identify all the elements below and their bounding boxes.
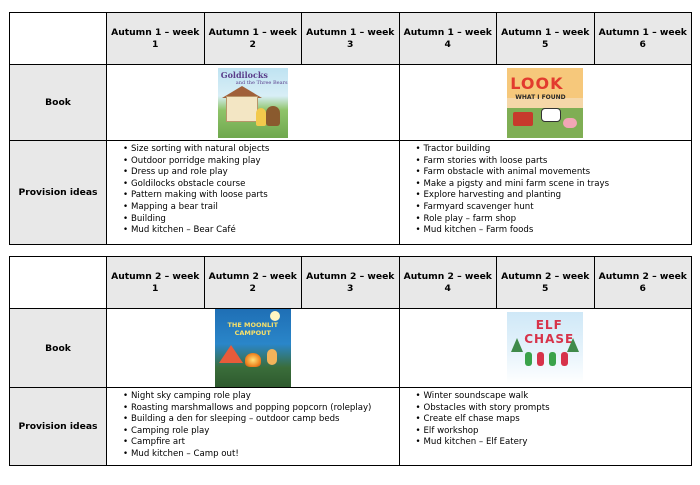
cover-title: Goldilocks [220,69,268,80]
week-header: Autumn 1 – week 2 [204,13,302,65]
row-label-provision: Provision ideas [10,388,107,466]
list-item: • Elf workshop [416,426,692,438]
campfire-shape [245,353,261,367]
list-item: • Farmyard scavenger hunt [416,202,692,214]
row-label-provision: Provision ideas [10,141,107,245]
book-cell [399,309,692,388]
list-item: • Mud kitchen – Farm foods [416,225,692,237]
provision-cell [399,141,692,245]
moonlit-campout-cover-image [215,309,291,387]
autumn-2-plan-table [9,256,692,466]
look-what-i-found-cover-image [507,68,583,138]
cover-subtitle: WHAT I FOUND [515,93,566,101]
week-header: Autumn 2 – week 4 [399,257,497,309]
week-header: Autumn 2 – week 2 [204,257,302,309]
list-item: • Size sorting with natural objects [123,144,399,156]
tractor-figure [513,112,533,126]
list-item: • Explore harvesting and planting [416,190,692,202]
elf-figure [561,352,568,366]
tree-shape [511,338,523,352]
list-item: • Pattern making with loose parts [123,190,399,202]
provision-list [113,144,399,237]
week-header: Autumn 2 – week 5 [497,257,595,309]
list-item: • Roasting marshmallows and popping popcorn (roleplay) [123,403,399,415]
list-item: • Create elf chase maps [416,414,692,426]
week-header: Autumn 1 – week 1 [107,13,205,65]
provision-list [406,391,692,449]
list-item: • Camping role play [123,426,399,438]
list-item: • Farm stories with loose parts [416,156,692,168]
goldilocks-figure [256,108,266,126]
week-header: Autumn 2 – week 6 [594,257,692,309]
book-cell [107,65,400,141]
row-label-book: Book [10,65,107,141]
house-shape [226,96,258,122]
week-header: Autumn 2 – week 3 [302,257,400,309]
tent-shape [219,345,243,363]
week-header: Autumn 2 – week 1 [107,257,205,309]
list-item: • Mapping a bear trail [123,202,399,214]
week-header-row [10,257,692,309]
book-cell [399,65,692,141]
provision-row [10,388,692,466]
row-label-book: Book [10,309,107,388]
list-item: • Dress up and role play [123,167,399,179]
child-figure [267,349,277,365]
book-row [10,309,692,388]
week-header-row [10,13,692,65]
list-item: • Mud kitchen – Elf Eatery [416,437,692,449]
week-header: Autumn 1 – week 4 [399,13,497,65]
moon-shape [270,311,280,321]
corner-cell [10,257,107,309]
week-header: Autumn 1 – week 5 [497,13,595,65]
list-item: • Building [123,214,399,226]
list-item: • Building a den for sleeping – outdoor camp beds [123,414,399,426]
elf-figure [525,352,532,366]
elf-figure [537,352,544,366]
list-item: • Mud kitchen – Bear Café [123,225,399,237]
corner-cell [10,13,107,65]
list-item: • Tractor building [416,144,692,156]
bear-figure [266,106,280,126]
week-header: Autumn 1 – week 3 [302,13,400,65]
pig-figure [563,118,577,128]
provision-cell [107,141,400,245]
tree-shape [567,338,579,352]
list-item: • Make a pigsty and mini farm scene in trays [416,179,692,191]
list-item: • Farm obstacle with animal movements [416,167,692,179]
elf-figure [549,352,556,366]
cover-subtitle: and the Three Bears [235,79,288,86]
provision-list [113,391,399,461]
list-item: • Obstacles with story prompts [416,403,692,415]
elf-chase-cover-image [507,312,583,384]
list-item: • Campfire art [123,437,399,449]
book-row [10,65,692,141]
autumn-1-plan-table [9,12,692,245]
cow-figure [541,108,561,122]
list-item: • Mud kitchen – Camp out! [123,449,399,461]
provision-row [10,141,692,245]
list-item: • Role play – farm shop [416,214,692,226]
provision-cell [107,388,400,466]
list-item: • Goldilocks obstacle course [123,179,399,191]
list-item: • Winter soundscape walk [416,391,692,403]
list-item: • Outdoor porridge making play [123,156,399,168]
provision-list [406,144,692,237]
book-cell [107,309,400,388]
provision-cell [399,388,692,466]
cover-title: THE MOONLIT CAMPOUT [227,321,279,337]
goldilocks-cover-image [218,68,288,138]
cover-title: LOOK [510,73,564,93]
cover-title: ELF CHASE [524,318,575,346]
list-item: • Night sky camping role play [123,391,399,403]
week-header: Autumn 1 – week 6 [594,13,692,65]
